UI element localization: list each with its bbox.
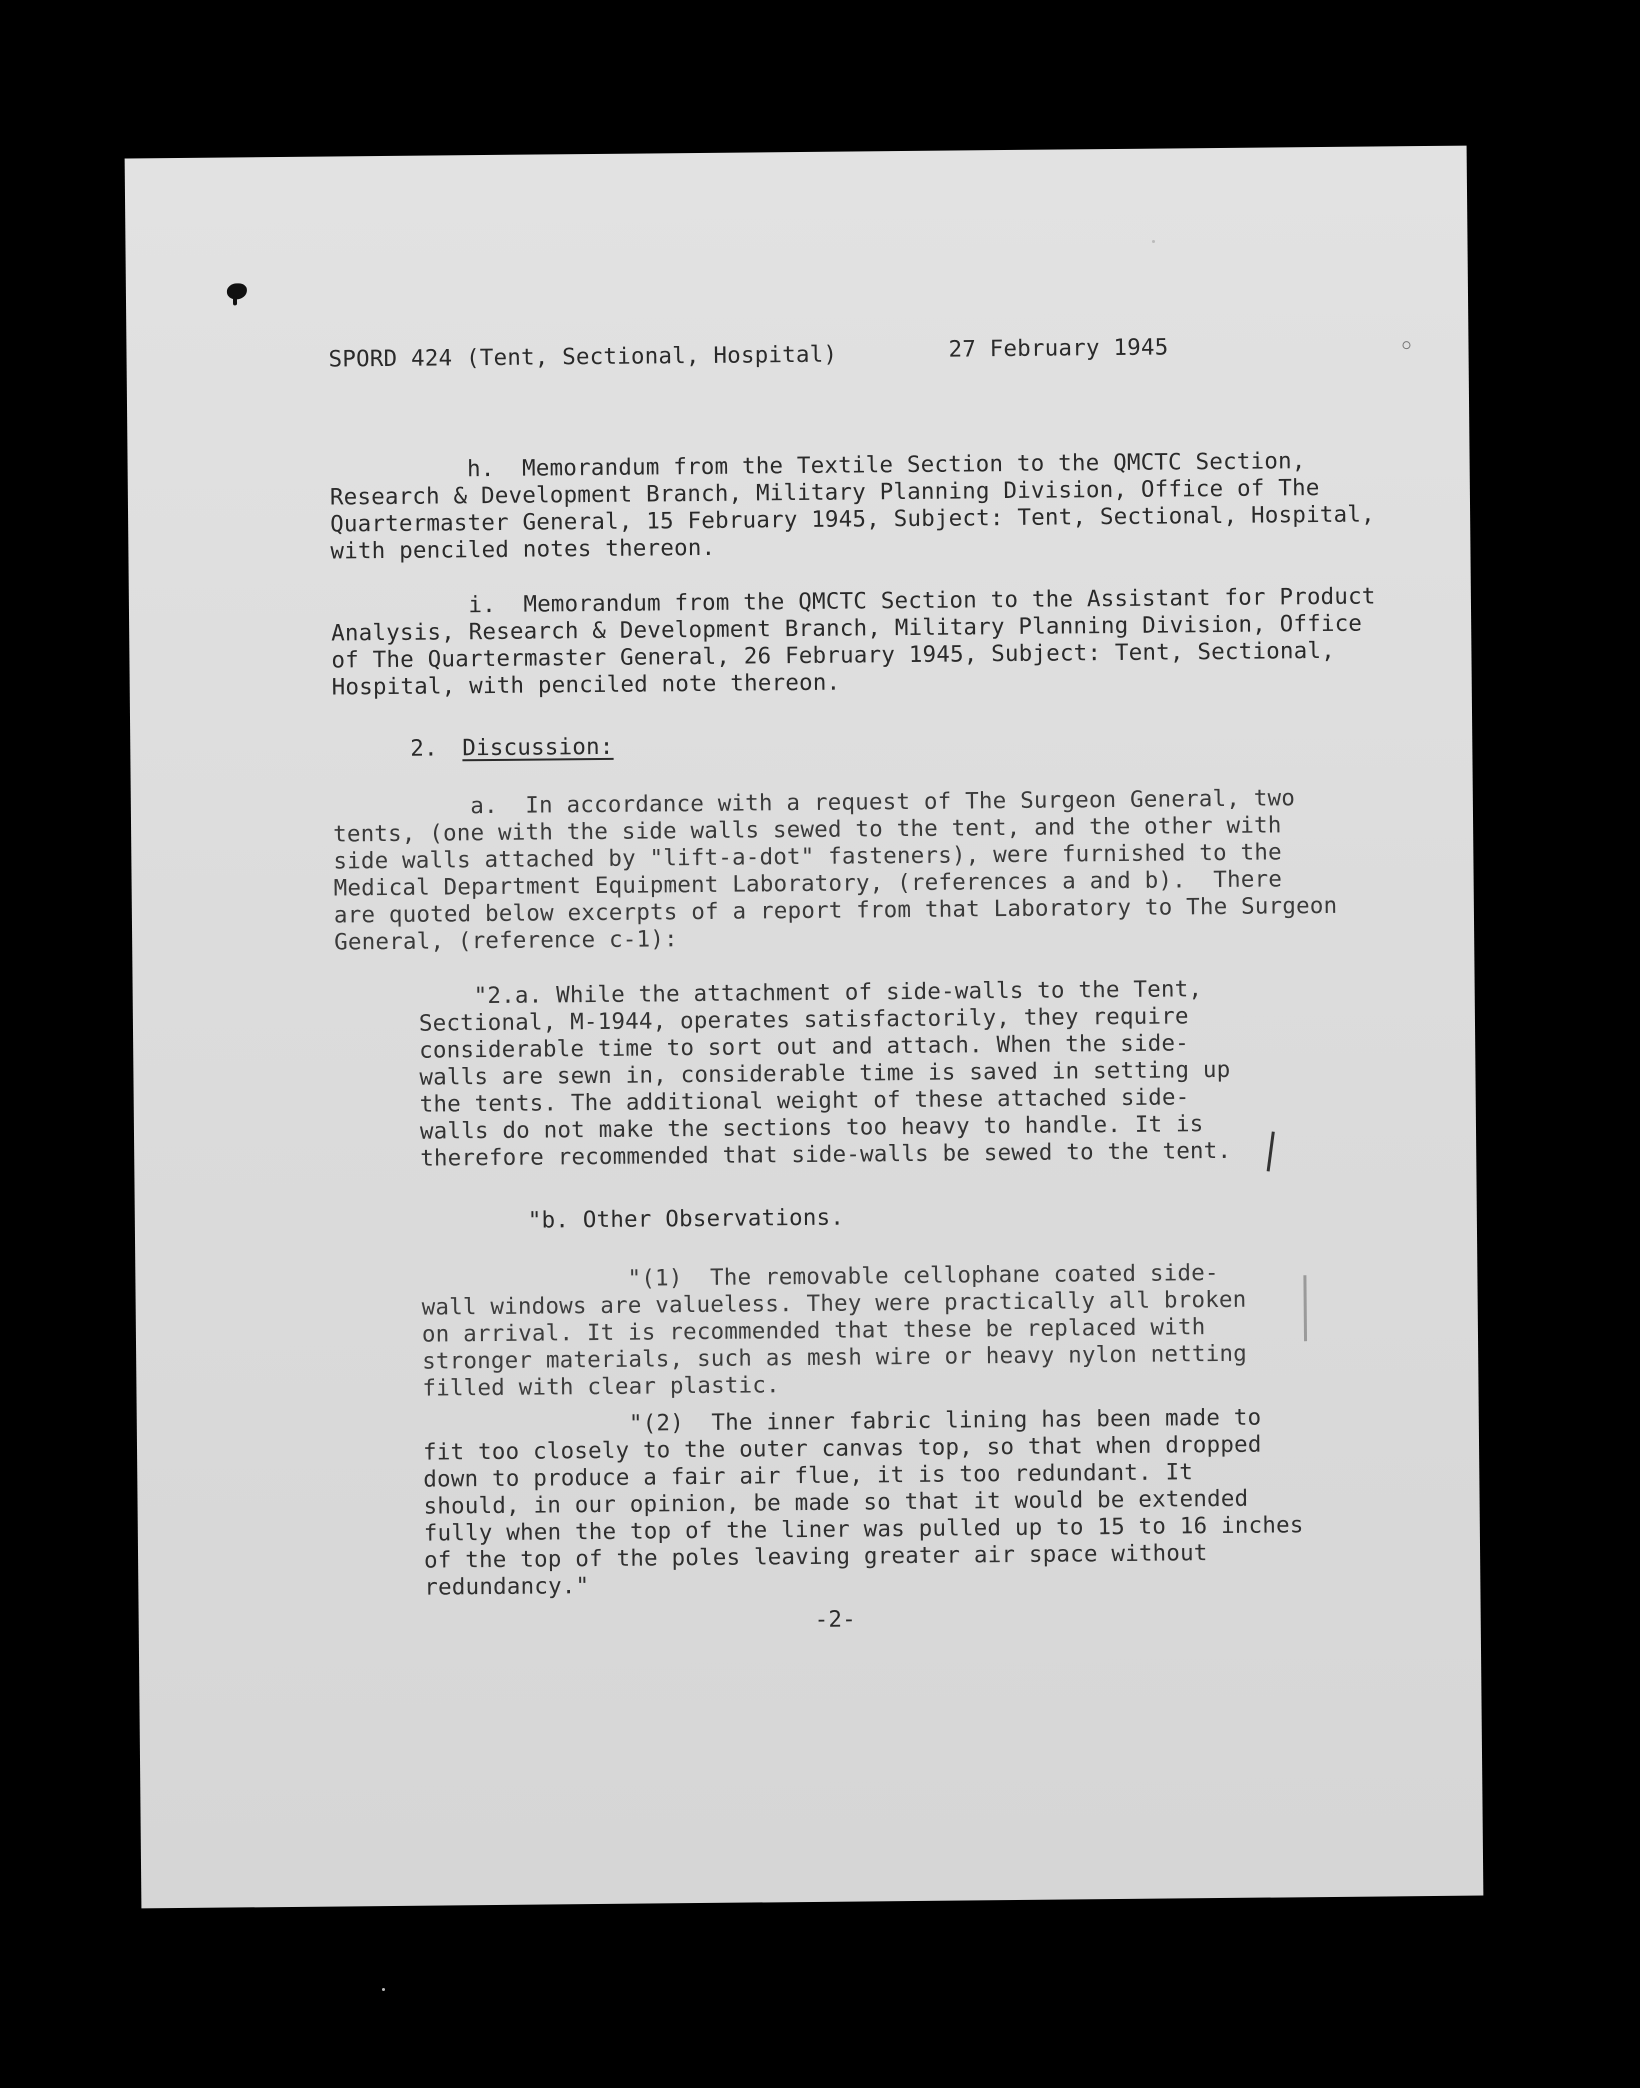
quote-item-2: "(2) The inner fabric lining has been made to fit too closely to the outer canvas top, so that when dropped down to produce a fair air flue, it is too redundant. It should, in our opinion, be made so that it would be extended fully when the top of the liner was pulled up to 15 to 16 inches of the top of the poles leaving greater air space without redundancy.": [422, 1404, 1304, 1601]
section-number: 2.: [410, 735, 438, 762]
quote-item-2a: "2.a. While the attachment of side-walls to the Tent, Sectional, M-1944, operates satisfactorily, they require considerable time to sort out and attach. When the side- walls are sewn in, considerable time is saved in setting up the tents. The additional weight of these attached side- walls do not make the sections too heavy to handle. It is therefore recommended that side-walls be sewed to the tent.: [418, 976, 1232, 1172]
film-speck: [382, 1988, 385, 1991]
paragraph-a: a. In accordance with a request of The Surgeon General, two tents, (one with the side walls sewed to the tent, and the other with side walls attached by "lift-a-dot" fasteners), were furnished to the Medical Department Equipment Laboratory, (references a and b). There are quoted below excerpts of a report from that Laboratory to The Surgeon General, (reference c-1):: [332, 785, 1338, 956]
page-number: -2-: [814, 1606, 857, 1633]
quote-item-b: "b. Other Observations.: [527, 1204, 845, 1234]
document-reference: SPORD 424 (Tent, Sectional, Hospital): [328, 341, 838, 373]
ink-blot: [227, 283, 247, 299]
section-heading: Discussion:: [462, 733, 614, 762]
film-speck: [1152, 240, 1155, 243]
paragraph-h: h. Memorandum from the Textile Section to the QMCTC Section, Research & Development Branch, Military Planning Division, Office of The Quartermaster General, 15 February 1945, Subject: Tent, Sectional, Hospital, with penciled notes thereon.: [329, 448, 1375, 565]
quote-item-1: "(1) The removable cellophane coated side- wall windows are valueless. They were practically all broken on arrival. It is recommended that these be replaced with stronger materials, such as mesh wire or heavy nylon netting filled with clear plastic.: [421, 1260, 1248, 1402]
document-date: 27 February 1945: [948, 334, 1169, 363]
paper-mark: [1402, 341, 1410, 349]
paragraph-i: i. Memorandum from the QMCTC Section to the Assistant for Product Analysis, Research & Development Branch, Military Planning Division, Office of The Quartermaster General, 26 February 1945, Subject: Tent, Sectional, Hospital, with penciled note thereon.: [330, 583, 1376, 701]
document-page: [125, 146, 1484, 1909]
pencil-margin-mark: [1267, 1132, 1275, 1172]
pencil-margin-mark: [1303, 1275, 1307, 1341]
